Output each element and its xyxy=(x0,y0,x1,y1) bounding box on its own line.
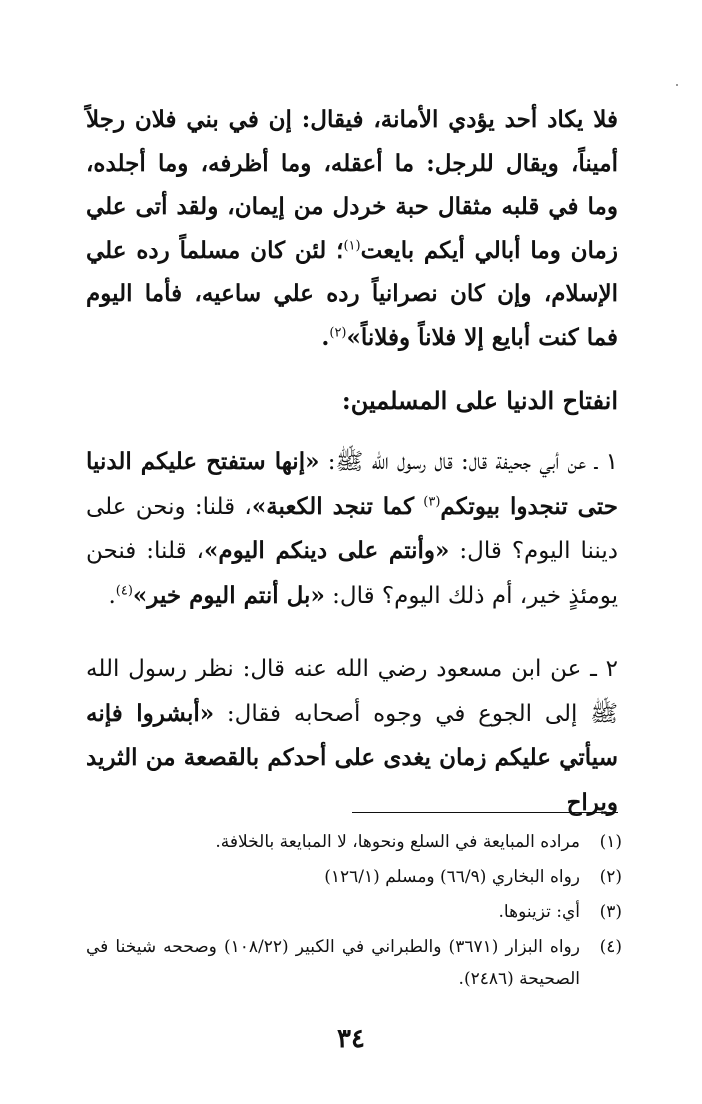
footnote-text: رواه البخاري (٦٦/٩) ومسلم (١٢٦/١) xyxy=(324,867,580,887)
footnote-number: (٢) xyxy=(599,867,622,887)
footnote-ref-3[interactable]: (٣) xyxy=(423,493,441,509)
hadith-1-end: . xyxy=(108,582,116,609)
footnote-separator xyxy=(352,812,618,813)
footnote-text: رواه البزار (٣٦٧١) والطبراني في الكبير (١٠٨/٢٢) وصححه شيخنا في الصحيحة (٢٤٨٦). xyxy=(86,937,580,989)
paragraph-1 xyxy=(86,98,618,359)
footnote-number: (٤) xyxy=(599,937,622,957)
corner-mark xyxy=(676,84,678,86)
section-heading: انفتاح الدنيا على المسلمين: xyxy=(341,386,618,415)
hadith-1-quote-1b: كما تنجد الكعبة» xyxy=(251,492,415,520)
hadith-2-quote: «أبشروا فإنه سيأتي عليكم زمان يغدى على أحدكم بالقصعة من الثريد ويراح xyxy=(86,699,618,816)
footnote-ref-1[interactable]: (١) xyxy=(343,237,361,253)
hadith-1 xyxy=(86,440,618,618)
footnote-text: مراده المبايعة في السلع ونحوها، لا المبايعة بالخلافة. xyxy=(215,832,580,852)
footnote-1 xyxy=(86,826,622,858)
footnote-4 xyxy=(86,931,622,995)
hadith-1-quote-2: «وأنتم على دينكم اليوم» xyxy=(203,537,450,564)
hadith-2-intro: ٢ ـ عن ابن مسعود رضي الله عنه قال: نظر رسول الله ﷺ إلى الجوع في وجوه أصحابه فقال: xyxy=(86,656,618,727)
hadith-1-quote-1: «إنها ستفتح عليكم الدنيا حتى تنجدوا بيوتكم xyxy=(86,448,618,520)
footnote-number: (٣) xyxy=(599,902,622,922)
hadith-1-intro: ١ ـ عن أبي جحيفة قال: قال رسول الله ﷺ: xyxy=(327,449,619,475)
footnote-ref-4[interactable]: (٤) xyxy=(115,582,133,598)
paragraph-1-text-2: ؛ لئن كان مسلماً رده علي الإسلام، وإن كان نصرانياً رده علي ساعيه، فأما اليوم فما كنت أبايع إلا فلاناً وفلاناً» xyxy=(86,236,618,351)
footnote-3 xyxy=(86,896,622,928)
footnotes-list xyxy=(86,826,622,998)
page-number: ٣٤ xyxy=(337,1024,365,1054)
footnote-number: (١) xyxy=(599,832,622,852)
paragraph-1-text: فلا يكاد أحد يؤدي الأمانة، فيقال: إن في بني فلان رجلاً أميناً، ويقال للرجل: ما أعقله، وما أظرفه، وما أجلده، وما في قلبه مثقال حبة خردل من إيمان، ولقد أتى علي زمان وما أبالي أيكم بايعت xyxy=(86,106,618,264)
footnote-ref-2[interactable]: (٢) xyxy=(329,324,347,340)
hadith-1-mid-1: ، قلنا: ونحن على ديننا اليوم؟ قال: xyxy=(86,493,618,564)
paragraph-1-end: . xyxy=(321,323,330,351)
hadith-2 xyxy=(86,648,618,825)
footnote-2 xyxy=(86,861,622,893)
hadith-1-mid-2: ، قلنا: فنحن يومئذٍ خير، أم ذلك اليوم؟ قال: xyxy=(86,538,618,609)
footnote-text: أي: تزينوها. xyxy=(498,902,580,922)
hadith-1-quote-3: «بل أنتم اليوم خير» xyxy=(132,581,325,609)
